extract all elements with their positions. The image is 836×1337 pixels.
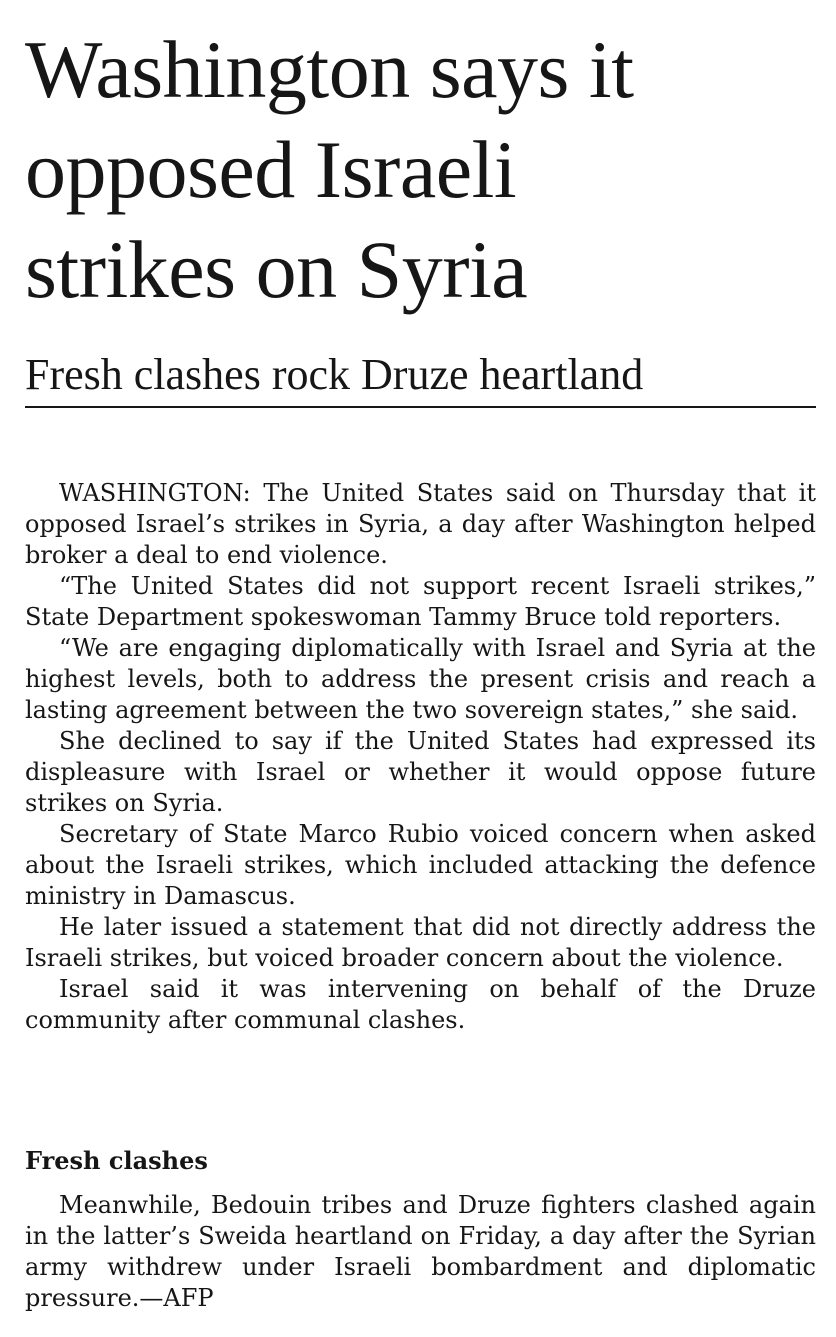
headline-line: Washington says it bbox=[25, 24, 634, 115]
section-body bbox=[25, 1190, 816, 1314]
article-paragraph: Meanwhile, Bedouin tribes and Druze fighters clashed again in the latter’s Sweida heartland on Friday, a day after the Syrian army withdrew under Israeli bombardment and diplomatic pressure.—AFP bbox=[25, 1191, 816, 1312]
article-paragraph: “We are engaging diplomatically with Israel and Syria at the highest levels, both to address the present crisis and reach a lasting agreement between the two sovereign states,” she said. bbox=[25, 634, 816, 724]
headline bbox=[25, 20, 825, 320]
subheadline-rule bbox=[25, 406, 816, 408]
headline-line: opposed Israeli bbox=[25, 124, 517, 215]
subheadline: Fresh clashes rock Druze heartland bbox=[25, 350, 644, 399]
article-body bbox=[25, 478, 816, 1036]
article-paragraph: She declined to say if the United States had expressed its displeasure with Israel or whether it would oppose future strikes on Syria. bbox=[25, 727, 816, 817]
section-heading: Fresh clashes bbox=[25, 1146, 208, 1175]
article-paragraph: Israel said it was intervening on behalf of the Druze community after communal clashes. bbox=[25, 975, 816, 1034]
article-paragraph: “The United States did not support recent Israeli strikes,” State Department spokeswoman Tammy Bruce told reporters. bbox=[25, 572, 816, 631]
article-paragraph: He later issued a statement that did not directly address the Israeli strikes, but voiced broader concern about the violence. bbox=[25, 913, 816, 972]
article-paragraph: WASHINGTON: The United States said on Thursday that it opposed Israel’s strikes in Syria, a day after Washington helped broker a deal to end violence. bbox=[25, 479, 816, 569]
article-paragraph: Secretary of State Marco Rubio voiced concern when asked about the Israeli strikes, which included attacking the defence ministry in Damascus. bbox=[25, 820, 816, 910]
headline-line: strikes on Syria bbox=[25, 224, 528, 315]
